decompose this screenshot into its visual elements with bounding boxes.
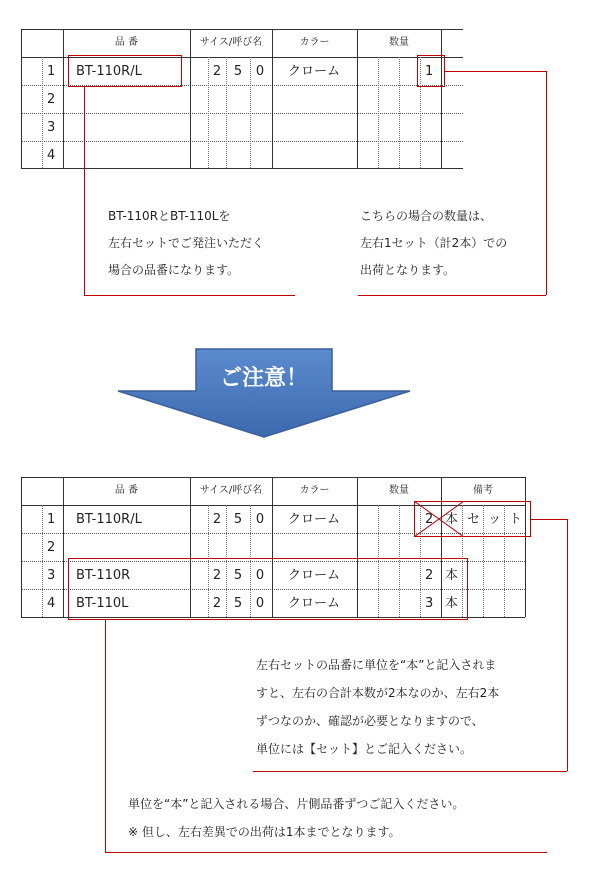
row-size-digit: 0 [255, 512, 265, 527]
row-hinban: BT-110R [76, 568, 131, 583]
header-qty: 数量 [389, 37, 409, 48]
row-unit-set-char: ト [509, 512, 523, 527]
row-size-digit: 0 [255, 568, 265, 583]
row-size-digit: 2 [212, 568, 222, 583]
qty-highlight [417, 55, 445, 87]
header-color: カラー [299, 485, 330, 496]
row-number: 1 [47, 512, 56, 527]
row-hinban: BT-110L [76, 596, 129, 611]
row-size-digit: 5 [233, 568, 243, 583]
row-unit-set-char: ッ [488, 512, 502, 527]
row-qty: 3 [425, 596, 434, 611]
row-size-digit: 5 [233, 512, 243, 527]
header-remarks: 備考 [473, 485, 493, 496]
row-size-digit: 5 [233, 596, 243, 611]
row-number: 4 [47, 148, 56, 163]
row-size-digit: 0 [255, 64, 265, 79]
row-number: 1 [47, 64, 56, 79]
row-size-digit: 0 [255, 596, 265, 611]
header-color: カラー [299, 37, 330, 48]
unit-set-highlight [414, 501, 531, 537]
row-hinban: BT-110R/L [76, 64, 142, 79]
row-hinban: BT-110R/L [76, 512, 142, 527]
row-number: 3 [47, 120, 56, 135]
row-color: クローム [288, 64, 341, 79]
row-number: 4 [47, 596, 56, 611]
row-unit: 本 [445, 568, 459, 583]
row-size-digit: 2 [212, 512, 222, 527]
header-qty: 数量 [389, 485, 409, 496]
row-qty: 2 [425, 512, 434, 527]
caution-label: ご注意！ [219, 366, 308, 391]
row-color: クローム [288, 568, 341, 583]
row-color: クローム [288, 596, 341, 611]
row-unit-set-char: セ [467, 512, 481, 527]
row-qty: 2 [425, 568, 434, 583]
row-number: 3 [47, 568, 56, 583]
hinban-highlight [68, 55, 182, 87]
header-size: サイス/呼び名 [199, 37, 263, 48]
header-size: サイス/呼び名 [199, 485, 263, 496]
single-side-rows-highlight [68, 558, 468, 620]
row-size-digit: 2 [212, 64, 222, 79]
row-size-digit: 2 [212, 596, 222, 611]
row-unit: 本 [445, 596, 459, 611]
row-qty: 1 [425, 64, 434, 79]
row-color: クローム [288, 512, 341, 527]
header-hinban: 品 番 [114, 485, 139, 496]
header-hinban: 品 番 [114, 37, 139, 48]
row-number: 2 [47, 540, 56, 555]
row-unit: 本 [445, 512, 459, 527]
row-number: 2 [47, 92, 56, 107]
row-size-digit: 5 [233, 64, 243, 79]
